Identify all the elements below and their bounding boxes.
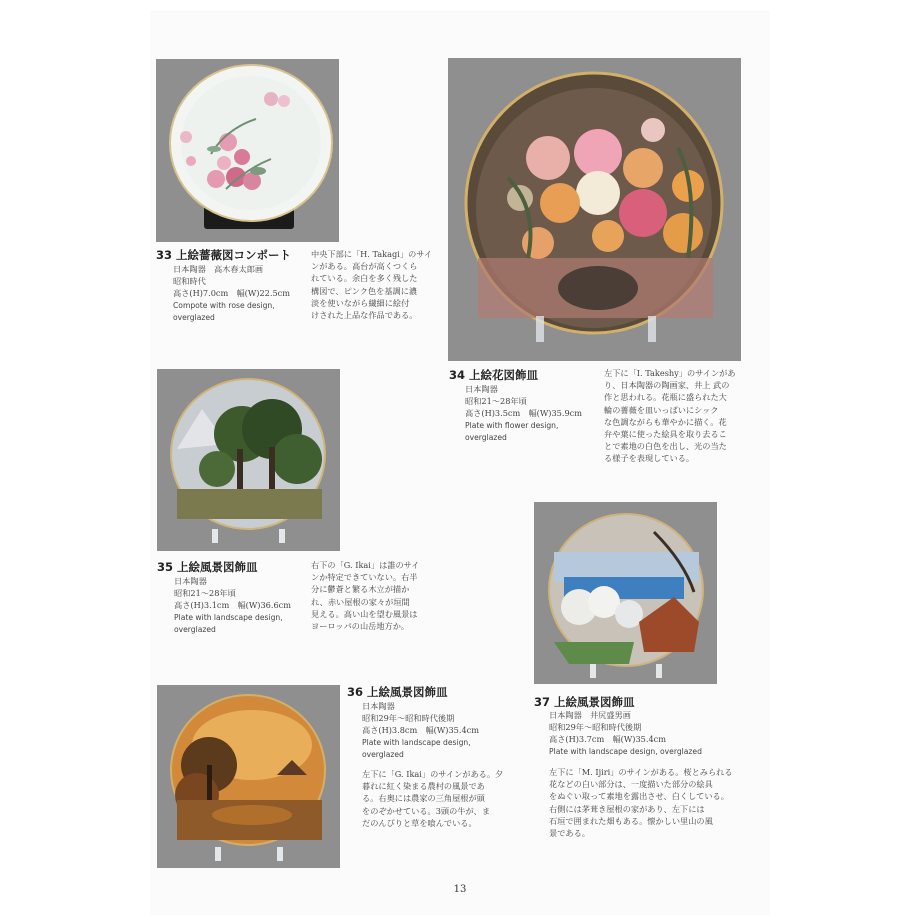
item-33-title: 33 上絵薔薇図コンポート (156, 248, 292, 262)
item-35-description (311, 559, 419, 632)
item-34-meta-line: overglazed (465, 432, 507, 442)
desc-line: だのんびりと草を喰んでいる。 (362, 817, 477, 828)
item-33-meta-line: overglazed (173, 312, 215, 322)
flower-plate-image (448, 58, 741, 361)
item-36-description (362, 768, 503, 829)
desc-line: とで素地の白色を出し、光の当た (604, 441, 727, 452)
item-35-meta-line: 昭和21～28年頃 (174, 588, 236, 599)
item-34-meta-line: 昭和21～28年頃 (465, 396, 527, 407)
landscape-plate-36-image (157, 685, 340, 868)
item-34-meta (465, 383, 582, 444)
item-37-description (549, 766, 733, 839)
photo-item-33 (156, 59, 339, 242)
item-35-meta-line: Plate with landscape design, (174, 612, 283, 622)
photo-item-34 (448, 58, 741, 361)
desc-line: 右側には茅葺き屋根の家があり、左下には (549, 803, 705, 814)
item-36-title: 36 上絵風景図飾皿 (347, 685, 448, 699)
item-36-meta-line: Plate with landscape design, (362, 737, 471, 747)
desc-line: る。右奥には農家の三角屋根が頭 (362, 793, 485, 804)
item-33-meta-line: 高さ(H)7.0cm 幅(W)22.5cm (173, 288, 291, 299)
item-36-meta-line: overglazed (362, 749, 404, 759)
desc-line: 輪の薔薇を皿いっぱいにシック (604, 404, 719, 415)
item-36-meta (362, 700, 479, 761)
desc-line: をぬぐい取って素地を露出させ、白くしている。 (549, 791, 729, 802)
item-35-meta (174, 575, 291, 636)
item-33-meta-line: Compote with rose design, (173, 300, 275, 310)
desc-line: ンか特定できていない。右半 (311, 572, 418, 583)
item-37-meta-line: Plate with landscape design, overglazed (549, 746, 702, 756)
photo-item-37 (534, 502, 717, 684)
desc-line: 構図で、ピンク色を基調に濃 (311, 285, 418, 296)
desc-line: 中央下部に「H. Takagi」のサイ (311, 249, 433, 259)
desc-line: ヨーロッパの山岳地方か。 (311, 621, 410, 632)
item-35-maker: 日本陶器 (174, 576, 207, 586)
desc-line: 淡を使いながら繊細に絵付 (311, 297, 410, 308)
item-37-meta-line: 高さ(H)3.7cm 幅(W)35.4cm (549, 734, 667, 745)
desc-line: 右下の「G. Ikai」は誰のサイ (311, 560, 420, 570)
item-34-meta-line: Plate with flower design, (465, 420, 559, 430)
landscape-plate-35-image (157, 369, 340, 551)
item-35-meta-line: overglazed (174, 624, 216, 634)
desc-line: 左下に「I. Takeshy」のサインがあ (604, 368, 736, 378)
desc-line: 暮れに紅く染まる農村の風景であ (362, 781, 485, 792)
desc-line: 花などの白い部分は、一度描いた部分の絵具 (549, 779, 713, 790)
landscape-plate-37-image (534, 502, 717, 684)
item-36-meta-line: 昭和29年～昭和時代後期 (362, 713, 455, 724)
page-number: 13 (453, 884, 467, 895)
item-33-meta (173, 263, 290, 324)
desc-line: 見える。高い山を望む風景は (311, 608, 418, 619)
desc-line: をのぞかせている。3頭の牛が、ま (362, 805, 491, 816)
item-36-maker: 日本陶器 (362, 701, 395, 711)
item-34-title: 34 上絵花図飾皿 (449, 368, 539, 382)
desc-line: 石垣で囲まれた畑もある。懐かしい里山の風 (549, 815, 713, 826)
desc-line: り、日本陶器の陶画家、井上 武の (604, 380, 730, 391)
item-35-title: 35 上絵風景図飾皿 (157, 560, 258, 574)
item-33-description (311, 248, 432, 321)
item-35-meta-line: 高さ(H)3.1cm 幅(W)36.6cm (174, 600, 292, 611)
item-37-title: 37 上絵風景図飾皿 (534, 695, 635, 709)
item-34-maker: 日本陶器 (465, 384, 498, 394)
item-33-meta-line: 昭和時代 (173, 276, 206, 287)
desc-line: 弁や葉に使った絵具を取り去るこ (604, 429, 727, 440)
desc-line: れ、赤い屋根の家々が垣間 (311, 596, 410, 607)
item-37-meta-line: 昭和29年～昭和時代後期 (549, 722, 642, 733)
desc-line: 左下に「G. Ikai」のサインがある。夕 (362, 769, 504, 779)
item-37-maker: 日本陶器 井尻盛男画 (549, 710, 631, 720)
desc-line: けされた上品な作品である。 (311, 310, 418, 321)
desc-line: ンがある。高台が高くつくら (311, 261, 418, 272)
photo-item-36 (157, 685, 340, 868)
item-37-meta (549, 709, 702, 758)
item-34-meta-line: 高さ(H)3.5cm 幅(W)35.9cm (465, 408, 583, 419)
item-34-description (604, 367, 736, 465)
desc-line: な色調ながらも華やかに描く。花 (604, 416, 727, 427)
desc-line: 作と思われる。花瓶に盛られた大 (604, 392, 727, 403)
item-36-meta-line: 高さ(H)3.8cm 幅(W)35.4cm (362, 725, 480, 736)
desc-line: る様子を表現している。 (604, 453, 695, 464)
desc-line: 分に鬱蒼と繁る木立が描か (311, 584, 410, 595)
desc-line: 左下に「M. Ijiri」のサインがある。桜とみられる (549, 767, 733, 777)
desc-line: れている。余白を多く残した (311, 273, 418, 284)
item-33-maker: 日本陶器 高木春太郎画 (173, 264, 264, 274)
photo-item-35 (157, 369, 340, 551)
rose-compote-image (156, 59, 339, 242)
desc-line: 景である。 (549, 828, 590, 839)
